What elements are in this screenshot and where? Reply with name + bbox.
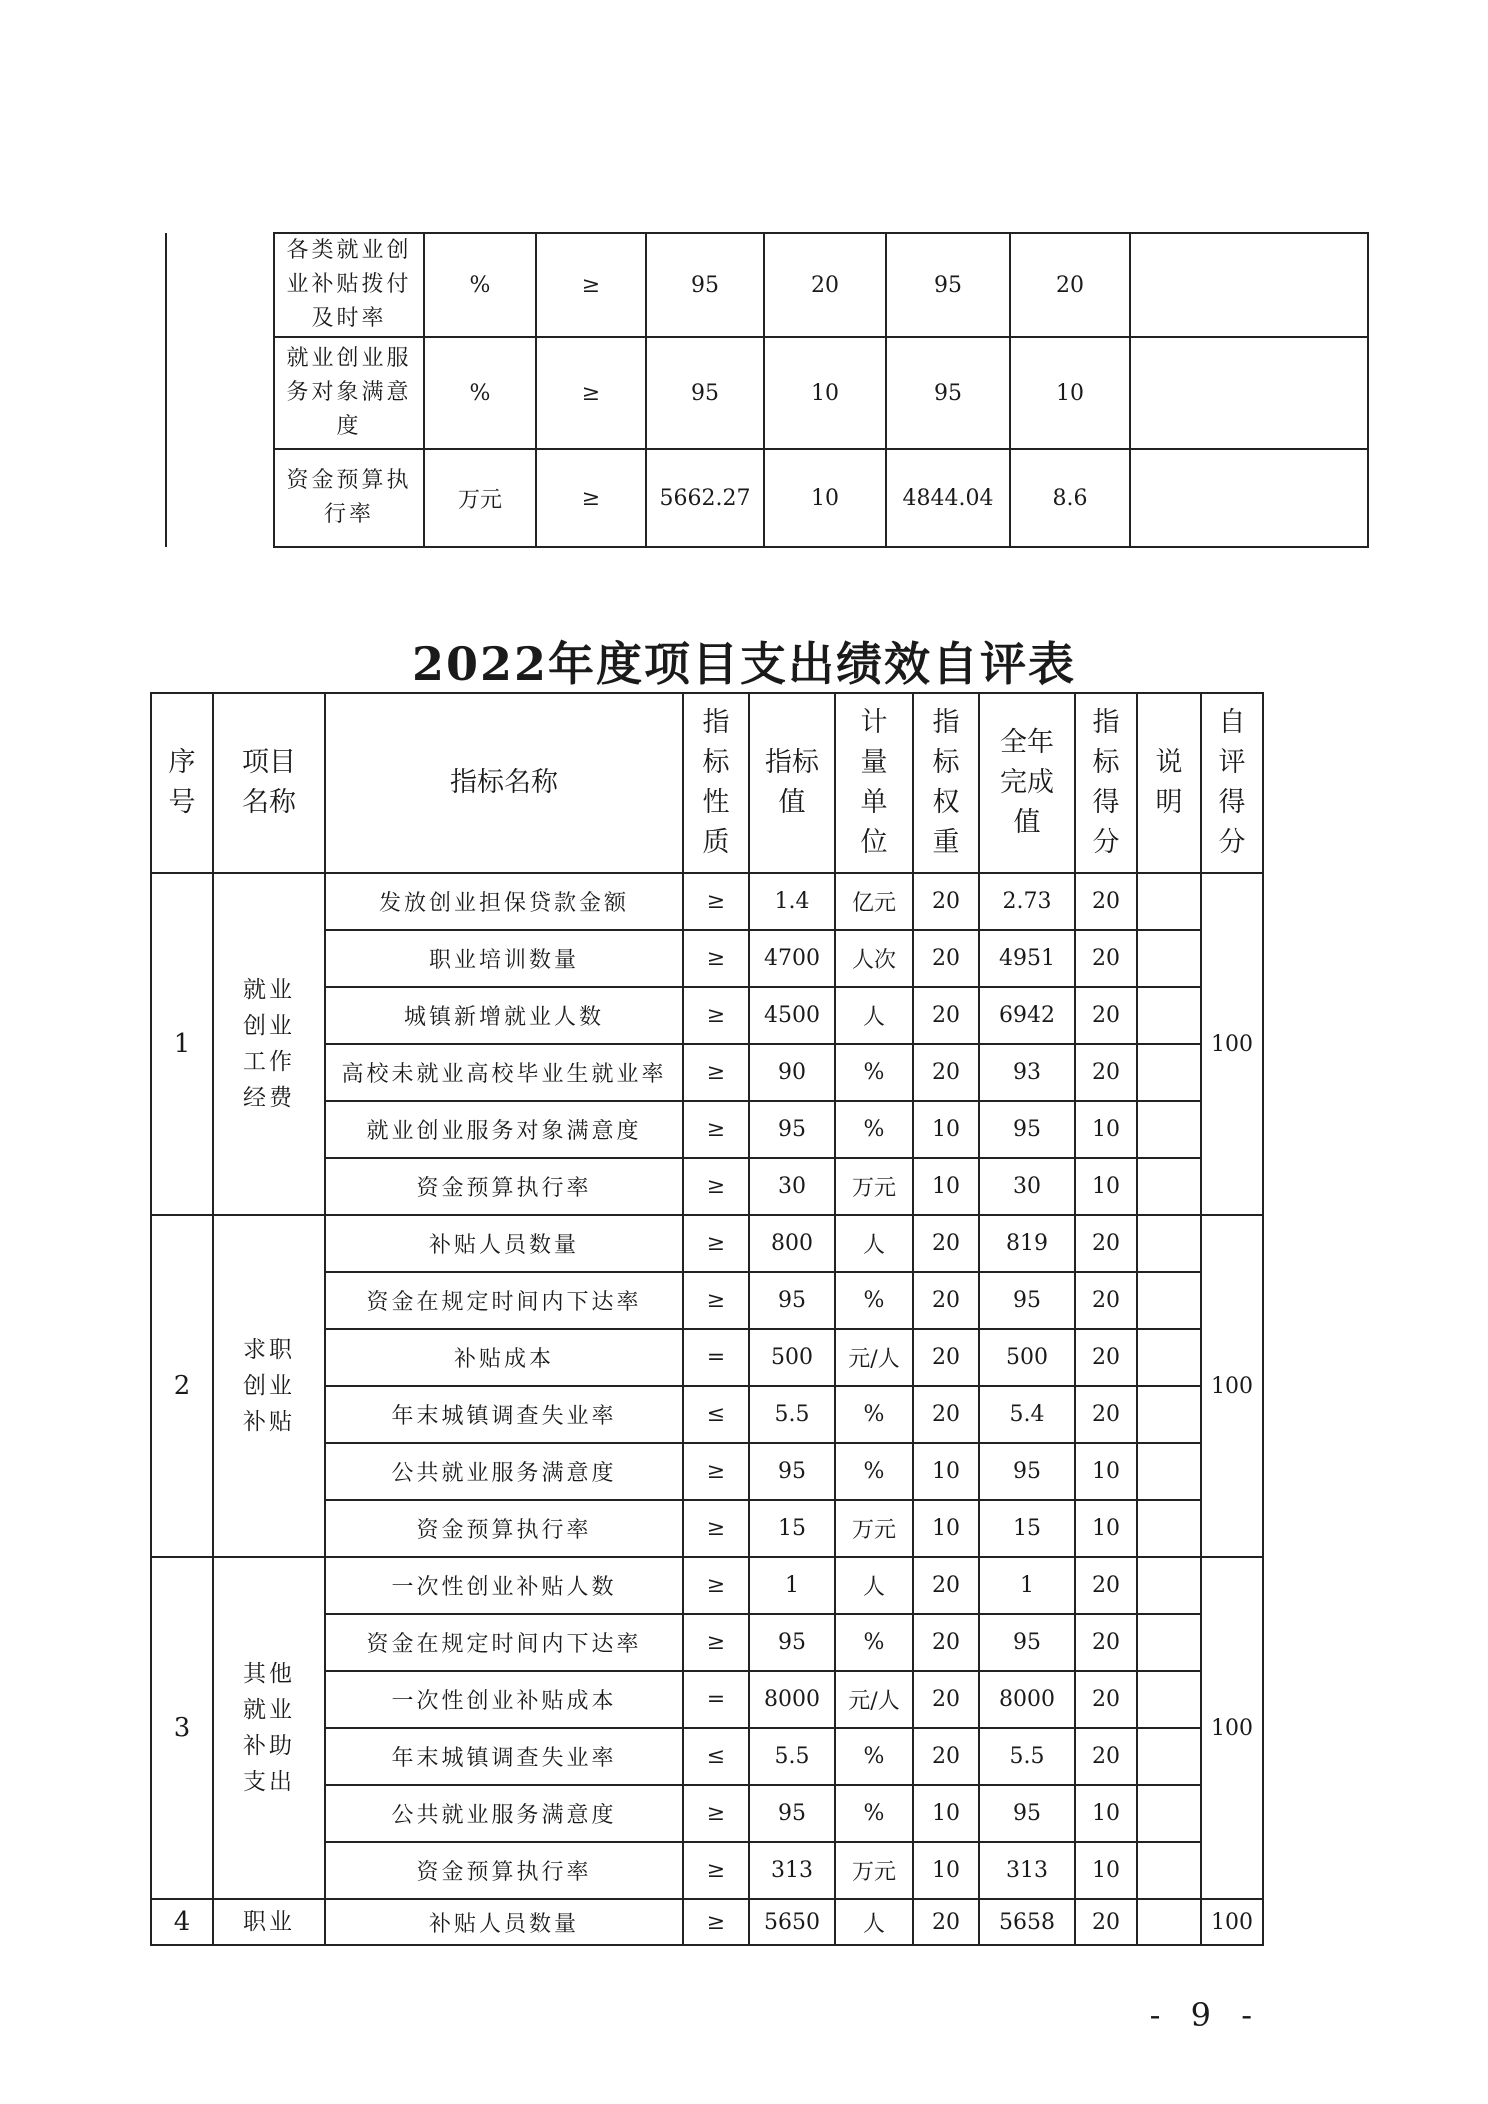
indicator-name: 高校未就业高校毕业生就业率 (325, 1044, 683, 1101)
weight-cell: 20 (913, 1329, 979, 1386)
target-cell: 1.4 (749, 873, 835, 930)
unit-cell: 元/人 (835, 1671, 913, 1728)
nature-cell: = (683, 1671, 749, 1728)
target-cell: 15 (749, 1500, 835, 1557)
unit-cell: % (835, 1386, 913, 1443)
unit-cell: % (835, 1443, 913, 1500)
score-cell: 20 (1075, 1272, 1137, 1329)
indicator-name: 补贴成本 (325, 1329, 683, 1386)
indicator-name: 资金在规定时间内下达率 (325, 1272, 683, 1329)
score-cell: 20 (1075, 873, 1137, 930)
note-cell (1137, 873, 1201, 930)
note-cell (1137, 1044, 1201, 1101)
score-cell: 20 (1075, 987, 1137, 1044)
actual-cell: 15 (979, 1500, 1075, 1557)
score-cell: 10 (1075, 1443, 1137, 1500)
seq-cell: 1 (151, 873, 213, 1215)
weight-cell: 20 (913, 1557, 979, 1614)
target-cell: 30 (749, 1158, 835, 1215)
indicator-name: 城镇新增就业人数 (325, 987, 683, 1044)
note-cell (1137, 1557, 1201, 1614)
note-cell (1137, 1443, 1201, 1500)
target-cell: 95 (646, 233, 764, 337)
target-cell: 95 (749, 1101, 835, 1158)
header-actual: 全年完成值 (979, 693, 1075, 873)
table-row (166, 337, 1368, 449)
unit-cell: % (835, 1101, 913, 1158)
actual-cell: 819 (979, 1215, 1075, 1272)
table-header-row (151, 693, 1263, 873)
actual-cell: 313 (979, 1842, 1075, 1899)
weight-cell: 10 (764, 337, 886, 449)
score-cell: 10 (1075, 1785, 1137, 1842)
note-cell (1137, 1272, 1201, 1329)
nature-cell: ≥ (683, 1899, 749, 1945)
nature-cell: ≤ (683, 1728, 749, 1785)
weight-cell: 10 (913, 1500, 979, 1557)
self-score-cell: 100 (1201, 873, 1263, 1215)
score-cell: 10 (1010, 337, 1130, 449)
actual-cell: 5658 (979, 1899, 1075, 1945)
actual-cell: 5.4 (979, 1386, 1075, 1443)
nature-cell: ≥ (683, 1158, 749, 1215)
indicator-name: 公共就业服务满意度 (325, 1785, 683, 1842)
score-cell: 20 (1075, 1386, 1137, 1443)
weight-cell: 20 (913, 873, 979, 930)
project-name-cell: 就业创业工作经费 (213, 873, 325, 1215)
target-cell: 4500 (749, 987, 835, 1044)
table-row (166, 449, 1368, 547)
header-target: 指标值 (749, 693, 835, 873)
nature-cell: ≥ (536, 449, 646, 547)
target-cell: 90 (749, 1044, 835, 1101)
project-name-cell: 其他就业补助支出 (213, 1557, 325, 1899)
note-cell (1137, 1785, 1201, 1842)
document-title: 2022年度项目支出绩效自评表 (411, 637, 1077, 691)
target-cell: 4700 (749, 930, 835, 987)
weight-cell: 10 (764, 449, 886, 547)
table-row (151, 873, 1263, 930)
actual-cell: 93 (979, 1044, 1075, 1101)
indicator-name: 资金预算执行率 (325, 1500, 683, 1557)
header-indicator: 指标名称 (325, 693, 683, 873)
actual-cell: 1 (979, 1557, 1075, 1614)
self-score-cell: 100 (1201, 1215, 1263, 1557)
table-row (151, 1215, 1263, 1272)
nature-cell: ≥ (683, 1044, 749, 1101)
unit-cell: 元/人 (835, 1329, 913, 1386)
unit-cell: 万元 (835, 1842, 913, 1899)
note-cell (1137, 1215, 1201, 1272)
actual-cell: 95 (979, 1101, 1075, 1158)
note-cell (1137, 1899, 1201, 1945)
seq-cell: 3 (151, 1557, 213, 1899)
actual-cell: 95 (886, 233, 1010, 337)
indicator-name: 一次性创业补贴成本 (325, 1671, 683, 1728)
nature-cell: ≥ (683, 1272, 749, 1329)
page-number: - 9 - (1149, 1996, 1262, 2034)
weight-cell: 20 (913, 930, 979, 987)
weight-cell: 10 (913, 1785, 979, 1842)
score-cell: 10 (1075, 1101, 1137, 1158)
unit-cell: 人 (835, 987, 913, 1044)
indicator-name: 各类就业创业补贴拨付及时率 (274, 233, 424, 337)
indicator-name: 年末城镇调查失业率 (325, 1728, 683, 1785)
note-cell (1137, 1329, 1201, 1386)
target-cell: 1 (749, 1557, 835, 1614)
actual-cell: 2.73 (979, 873, 1075, 930)
self-score-cell: 100 (1201, 1899, 1263, 1945)
actual-cell: 95 (979, 1272, 1075, 1329)
target-cell: 95 (749, 1443, 835, 1500)
target-cell: 95 (749, 1272, 835, 1329)
nature-cell: ≤ (683, 1386, 749, 1443)
score-cell: 20 (1075, 930, 1137, 987)
header-seq: 序号 (151, 693, 213, 873)
weight-cell: 20 (913, 1728, 979, 1785)
weight-cell: 20 (913, 1215, 979, 1272)
target-cell: 800 (749, 1215, 835, 1272)
target-cell: 95 (749, 1614, 835, 1671)
score-cell: 20 (1075, 1215, 1137, 1272)
score-cell: 10 (1075, 1500, 1137, 1557)
actual-cell: 4844.04 (886, 449, 1010, 547)
nature-cell: ≥ (683, 1101, 749, 1158)
header-unit: 计量单位 (835, 693, 913, 873)
weight-cell: 20 (913, 987, 979, 1044)
actual-cell: 95 (979, 1614, 1075, 1671)
target-cell: 500 (749, 1329, 835, 1386)
target-cell: 95 (646, 337, 764, 449)
actual-cell: 95 (979, 1443, 1075, 1500)
actual-cell: 500 (979, 1329, 1075, 1386)
seq-cell: 4 (151, 1899, 213, 1945)
score-cell: 10 (1075, 1158, 1137, 1215)
header-project: 项目名称 (213, 693, 325, 873)
blank-cell (166, 233, 274, 547)
unit-cell: % (424, 337, 536, 449)
unit-cell: 万元 (835, 1500, 913, 1557)
seq-cell: 2 (151, 1215, 213, 1557)
indicator-name: 职业培训数量 (325, 930, 683, 987)
indicator-name: 资金预算执行率 (274, 449, 424, 547)
weight-cell: 20 (913, 1272, 979, 1329)
score-cell: 20 (1010, 233, 1130, 337)
unit-cell: % (835, 1044, 913, 1101)
indicator-name: 资金预算执行率 (325, 1842, 683, 1899)
indicator-name: 就业创业服务对象满意度 (274, 337, 424, 449)
nature-cell: ≥ (683, 987, 749, 1044)
actual-cell: 30 (979, 1158, 1075, 1215)
weight-cell: 20 (913, 1044, 979, 1101)
note-cell (1137, 1158, 1201, 1215)
weight-cell: 20 (913, 1671, 979, 1728)
nature-cell: ≥ (683, 930, 749, 987)
unit-cell: 人 (835, 1899, 913, 1945)
weight-cell: 10 (913, 1443, 979, 1500)
table-row (166, 233, 1368, 337)
nature-cell: ≥ (683, 873, 749, 930)
unit-cell: 万元 (835, 1158, 913, 1215)
performance-evaluation-table (150, 692, 1264, 1946)
note-cell (1137, 1842, 1201, 1899)
note-cell (1130, 337, 1368, 449)
nature-cell: ≥ (683, 1785, 749, 1842)
actual-cell: 8000 (979, 1671, 1075, 1728)
note-cell (1137, 1671, 1201, 1728)
weight-cell: 20 (764, 233, 886, 337)
indicator-name: 资金在规定时间内下达率 (325, 1614, 683, 1671)
nature-cell: ≥ (683, 1614, 749, 1671)
nature-cell: = (683, 1329, 749, 1386)
target-cell: 5.5 (749, 1386, 835, 1443)
actual-cell: 95 (979, 1785, 1075, 1842)
weight-cell: 10 (913, 1101, 979, 1158)
unit-cell: % (835, 1614, 913, 1671)
header-score: 指标得分 (1075, 693, 1137, 873)
previous-page-table-fragment (165, 232, 1369, 548)
note-cell (1137, 1614, 1201, 1671)
note-cell (1137, 1500, 1201, 1557)
indicator-name: 年末城镇调查失业率 (325, 1386, 683, 1443)
header-self-score: 自评得分 (1201, 693, 1263, 873)
unit-cell: 亿元 (835, 873, 913, 930)
nature-cell: ≥ (683, 1842, 749, 1899)
unit-cell: % (835, 1728, 913, 1785)
actual-cell: 6942 (979, 987, 1075, 1044)
target-cell: 5662.27 (646, 449, 764, 547)
unit-cell: % (424, 233, 536, 337)
score-cell: 8.6 (1010, 449, 1130, 547)
nature-cell: ≥ (536, 337, 646, 449)
indicator-name: 发放创业担保贷款金额 (325, 873, 683, 930)
score-cell: 20 (1075, 1044, 1137, 1101)
weight-cell: 10 (913, 1842, 979, 1899)
score-cell: 20 (1075, 1614, 1137, 1671)
target-cell: 5650 (749, 1899, 835, 1945)
nature-cell: ≥ (683, 1557, 749, 1614)
header-note: 说明 (1137, 693, 1201, 873)
indicator-name: 补贴人员数量 (325, 1899, 683, 1945)
target-cell: 5.5 (749, 1728, 835, 1785)
nature-cell: ≥ (683, 1215, 749, 1272)
project-name-cell: 求职创业补贴 (213, 1215, 325, 1557)
note-cell (1137, 1386, 1201, 1443)
indicator-name: 公共就业服务满意度 (325, 1443, 683, 1500)
unit-cell: 万元 (424, 449, 536, 547)
indicator-name: 补贴人员数量 (325, 1215, 683, 1272)
header-nature: 指标性质 (683, 693, 749, 873)
table-row (151, 1899, 1263, 1945)
note-cell (1137, 1101, 1201, 1158)
indicator-name: 一次性创业补贴人数 (325, 1557, 683, 1614)
unit-cell: 人次 (835, 930, 913, 987)
target-cell: 8000 (749, 1671, 835, 1728)
nature-cell: ≥ (683, 1443, 749, 1500)
note-cell (1130, 449, 1368, 547)
target-cell: 95 (749, 1785, 835, 1842)
nature-cell: ≥ (536, 233, 646, 337)
indicator-name: 资金预算执行率 (325, 1158, 683, 1215)
note-cell (1137, 930, 1201, 987)
note-cell (1137, 1728, 1201, 1785)
weight-cell: 10 (913, 1158, 979, 1215)
self-score-cell: 100 (1201, 1557, 1263, 1899)
note-cell (1137, 987, 1201, 1044)
weight-cell: 20 (913, 1899, 979, 1945)
note-cell (1130, 233, 1368, 337)
unit-cell: 人 (835, 1557, 913, 1614)
unit-cell: % (835, 1785, 913, 1842)
table-row (151, 1557, 1263, 1614)
project-name-cell: 职业 (213, 1899, 325, 1945)
score-cell: 20 (1075, 1671, 1137, 1728)
unit-cell: % (835, 1272, 913, 1329)
score-cell: 20 (1075, 1557, 1137, 1614)
nature-cell: ≥ (683, 1500, 749, 1557)
score-cell: 10 (1075, 1842, 1137, 1899)
weight-cell: 20 (913, 1386, 979, 1443)
actual-cell: 5.5 (979, 1728, 1075, 1785)
score-cell: 20 (1075, 1899, 1137, 1945)
actual-cell: 95 (886, 337, 1010, 449)
score-cell: 20 (1075, 1329, 1137, 1386)
unit-cell: 人 (835, 1215, 913, 1272)
target-cell: 313 (749, 1842, 835, 1899)
actual-cell: 4951 (979, 930, 1075, 987)
weight-cell: 20 (913, 1614, 979, 1671)
indicator-name: 就业创业服务对象满意度 (325, 1101, 683, 1158)
score-cell: 20 (1075, 1728, 1137, 1785)
header-weight: 指标权重 (913, 693, 979, 873)
